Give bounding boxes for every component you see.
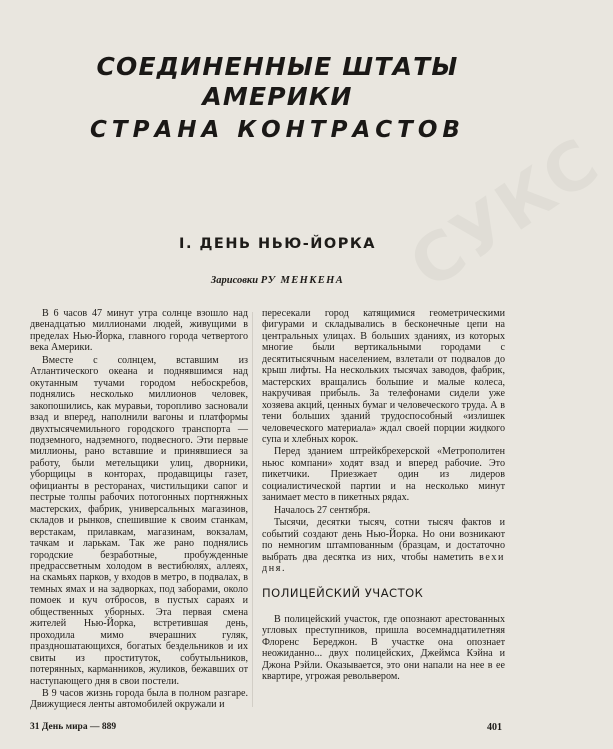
watermark: СУКС	[396, 122, 613, 305]
spaced-phrase: вехи дня.	[262, 551, 505, 574]
paragraph-text: Тысячи, десятки тысяч, сотни тысяч фактов и событий создают день Нью-Йорка. Но они возникают по немногим штампованным (бразцам, и достаточно выбрать два десятка из них, чтобы наметить	[262, 517, 505, 563]
left-column	[30, 308, 248, 711]
paragraph: Началось 27 сентября.	[274, 504, 371, 516]
article-title	[20, 52, 535, 145]
paragraph: Вместе с солнцем, вставшим из Атлантического океана и поднявшимся над окутанным тучами городом небоскребов, поднялись несколько миллионов человек, закопошились, как муравьи, торопливо засновали взад и вперед, наполнили вагоны и платформы двухтысячемильного городского транспорта — подземного, надземного, подвесного. Эти первые миллионы, рано вставшие и принявшиеся за работу, были метельщики улиц, дворники, уборщицы в конторах, продавщицы газет, официанты в ресторанах, чистильщики сапог и пестрые толпы рабочих потогонных портняжных мастерских, фабрик, универсальных магазинов, складов и рынков, спешившие к своим станкам, верстакам, прилавкам, магазинам, вокзалам, тачкам и ларькам. Так же рано поднялись городские безработные, пробужденные предрассветным холодом в вестибюлях, аллеях, на скамьях парков, у входов в метро, в подвалах, в темных ямах и на задворках, под заборами, около помоек и куч отбросов, в пустых сараях и общественных уборных. Эта первая смена жителей Нью-Йорка, встретившая день, проходила мимо вчерашних гуляк, праздношатающихся, богатых бездельников и их свиты из проституток, собутыльников, потерянных, карманников, жуликов, бежавших от наступающего дня в свои постели.	[30, 354, 248, 687]
byline-author: РУ МЕНКЕНА	[260, 275, 345, 286]
paragraph: В 6 часов 47 минут утра солнце взошло над двенадцатью миллионами людей, живущими в пределах Нью-Йорка, главного города четвертого века Америки.	[30, 308, 248, 354]
byline-prefix: Зарисовки	[210, 275, 259, 286]
section-title: I. ДЕНЬ НЬЮ-ЙОРКА	[179, 236, 376, 252]
article-title-line-1: СОЕДИНЕННЫЕ ШТАТЫ АМЕРИКИ	[96, 52, 459, 111]
paragraph: В 9 часов жизнь города была в полном разгаре. Движущиеся ленты автомобилей окружали и	[30, 687, 248, 711]
page-number: 401	[487, 722, 502, 733]
paragraph: пересекали город катящимися геометрическими фигурами и складывались в бесконечные цепи на центральных улицах. В больших зданиях, из которых многие были вертикальными городами с десятитысячным населением, взлетали от подвалов до крыш лифты. На нескольких тысячах заводов, фабрик, мастерских вращались большие и малые колеса, накручивая прибыль. За телефонами сидели уже хозяева акций, ценных бумаг и человеческого труда. А в тени больших зданий трудоспособный «излишек человеческого материала» ждал своей порции жидкого супа и хлебных корок.	[262, 308, 505, 445]
right-column	[262, 308, 505, 683]
article-title-line-2: СТРАНА КОНТРАСТОВ	[90, 117, 465, 143]
paragraph: Перед зданием штрейкбрехерской «Метрополитен ньюс компани» ходят взад и вперед рабочие. Это пикетчики. Приезжает один из лидеров социалистической партии и на несколько минут занимает место в пикетных рядах.	[262, 446, 505, 504]
paragraph	[262, 517, 505, 574]
column-divider	[252, 312, 253, 707]
subsection-heading: ПОЛИЦЕЙСКИЙ УЧАСТОК	[262, 586, 424, 601]
byline	[0, 275, 555, 286]
printer-signature: 31 День мира — 889	[30, 722, 117, 732]
paragraph: В полицейский участок, где опознают арестованных угловых преступников, пришла восемнадцатилетняя Флоренс Береджон. В участке она опознает неожиданно... двух полицейских, Джеймса Кэйна и Джона Рэйли. Оказывается, это они напали на нее в ее квартире, угрожая револьвером.	[262, 613, 505, 683]
